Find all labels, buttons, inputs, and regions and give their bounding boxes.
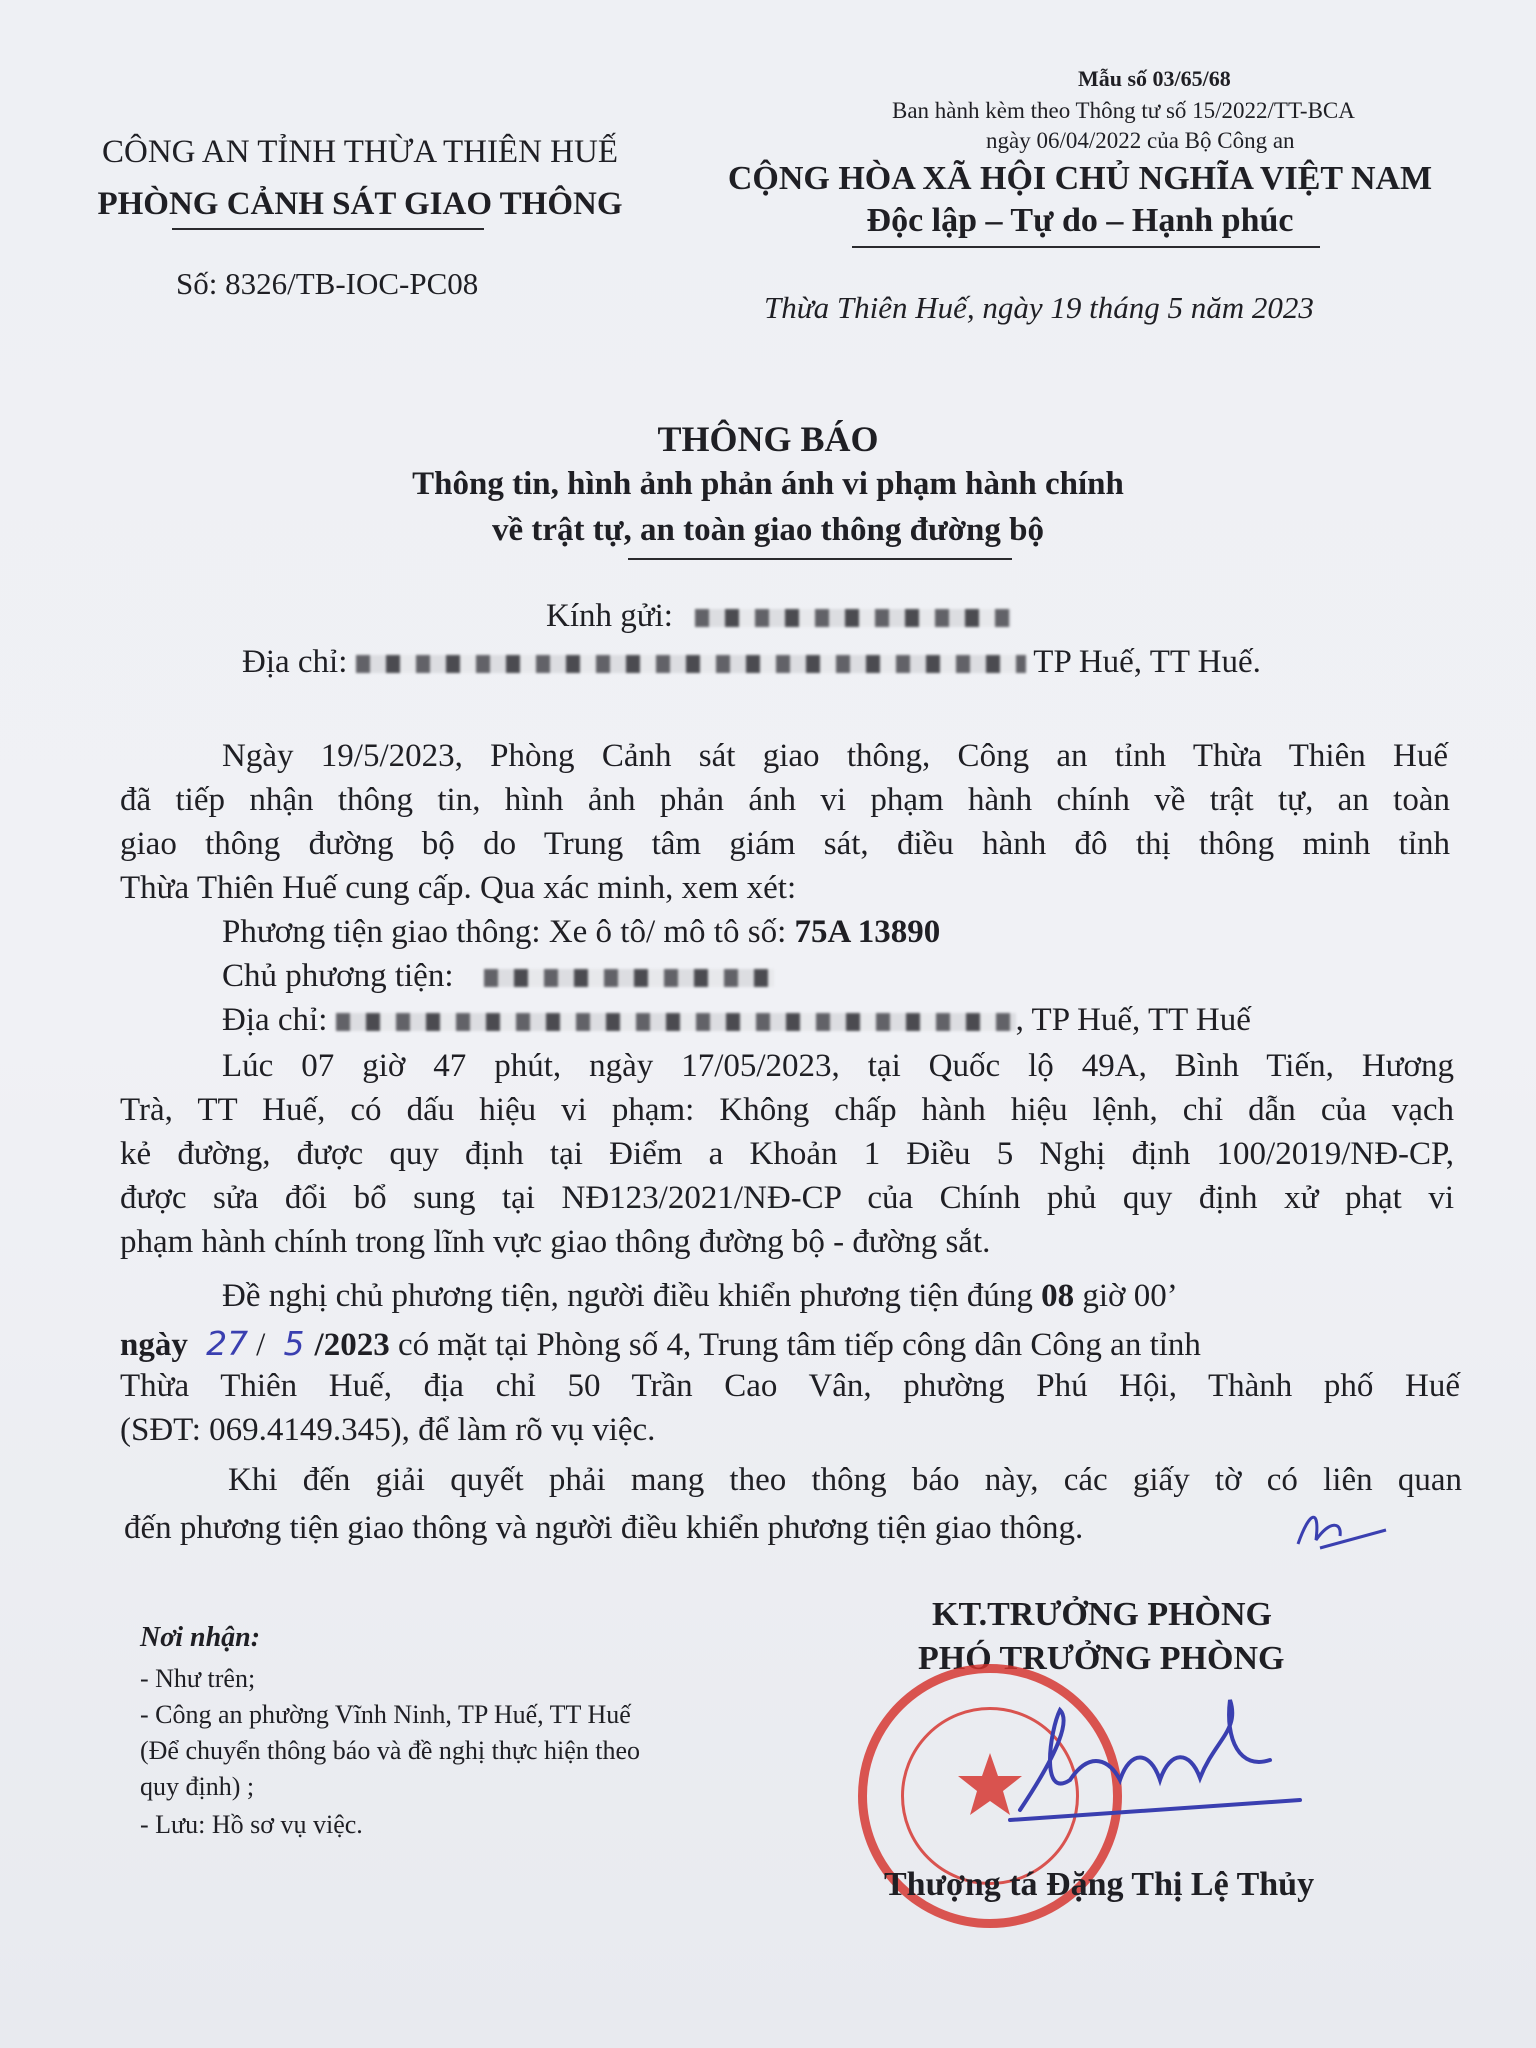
address-suffix: TP Huế, TT Huế. [1033,644,1261,680]
national-title: CỘNG HÒA XÃ HỘI CHỦ NGHĨA VIỆT NAM [727,160,1433,197]
heading-underline [628,558,1012,560]
agency-parent: CÔNG AN TỈNH THỪA THIÊN HUẾ [101,134,618,170]
signature-role-2: PHÓ TRƯỞNG PHÒNG [918,1640,1285,1677]
form-number: Mẫu số 03/65/68 [1078,66,1231,91]
redacted-owner-address [336,1013,1016,1031]
doc-title: THÔNG BÁO [657,419,879,459]
address-label: Địa chỉ: [242,644,348,680]
to-label: Kính gửi: [546,598,673,634]
place-date: Thừa Thiên Huế, ngày 19 tháng 5 năm 2023 [764,290,1314,325]
initial-mark [1290,1500,1390,1560]
vehicle-plate: 75A 13890 [794,914,941,950]
doc-subtitle-1: Thông tin, hình ảnh phản ánh vi phạm hành chính [412,466,1124,502]
agency-name: PHÒNG CẢNH SÁT GIAO THÔNG [97,186,623,222]
date-slash: / [256,1327,266,1363]
vehicle-line [222,914,940,951]
recipient-item-5: - Lưu: Hồ sơ vụ việc. [140,1810,363,1839]
redacted-owner-name [484,969,774,987]
doc-subtitle-2: về trật tự, an toàn giao thông đường bộ [491,512,1044,548]
p3-day-label: ngày [120,1327,188,1363]
p3-line-3: Thừa Thiên Huế, địa chỉ 50 Trần Cao Vân, phường Phú Hội, Thành phố Huế [120,1368,1460,1404]
p2-line-2: Trà, TT Huế, có dấu hiệu vi phạm: Không chấp hành hiệu lệnh, chỉ dẫn của vạch [120,1092,1454,1128]
handwritten-signature [1000,1690,1320,1840]
vehicle-label: Phương tiện giao thông: Xe ô tô/ mô tô số: [222,914,787,950]
p1-line-4: Thừa Thiên Huế cung cấp. Qua xác minh, xem xét: [120,870,797,906]
p2-line-4: được sửa đổi bổ sung tại NĐ123/2021/NĐ-CP của Chính phủ quy định xử phạt vi [120,1180,1454,1216]
p3-line-2-rest: có mặt tại Phòng số 4, Trung tâm tiếp công dân Công an tỉnh [397,1327,1201,1363]
recipient-line [546,598,1011,635]
redacted-recipient-name [695,609,1011,627]
p3-text-a: Đề nghị chủ phương tiện, người điều khiển phương tiện đúng [222,1278,1033,1314]
redacted-recipient-address [356,655,1026,673]
p3-line-1 [222,1278,1178,1315]
p2-line-3: kẻ đường, được quy định tại Điểm a Khoản 1 Điều 5 Nghị định 100/2019/NĐ-CP, [120,1136,1454,1172]
owner-address-label: Địa chỉ: [222,1002,328,1038]
form-issued-date: ngày 06/04/2022 của Bộ Công an [986,128,1295,153]
owner-address-suffix: , TP Huế, TT Huế [1015,1002,1251,1038]
p4-line-2: đến phương tiện giao thông và người điều khiển phương tiện giao thông. [124,1510,1084,1546]
signer-name: Thượng tá Đặng Thị Lệ Thủy [884,1866,1315,1903]
p3-year: /2023 [314,1327,390,1363]
recipient-item-4: quy định) ; [140,1772,255,1801]
p3-line-4: (SĐT: 069.4149.345), để làm rõ vụ việc. [120,1412,656,1448]
motto-underline [852,246,1320,248]
p1-line-1: Ngày 19/5/2023, Phòng Cảnh sát giao thông, Công an tỉnh Thừa Thiên Huế [222,738,1448,774]
agency-underline [172,228,484,230]
p1-line-3: giao thông đường bộ do Trung tâm giám sát, điều hành đô thị thông minh tỉnh [120,826,1450,862]
form-issued-with: Ban hành kèm theo Thông tư số 15/2022/TT-BCA [892,98,1355,123]
handwritten-month: 5 [283,1324,305,1363]
p2-line-1: Lúc 07 giờ 47 phút, ngày 17/05/2023, tại Quốc lộ 49A, Bình Tiến, Hương [222,1048,1454,1084]
recipient-item-2: - Công an phường Vĩnh Ninh, TP Huế, TT Huế [140,1700,631,1729]
p3-text-b: giờ 00’ [1082,1278,1178,1314]
p1-line-2: đã tiếp nhận thông tin, hình ảnh phản ánh vi phạm hành chính về trật tự, an toàn [120,782,1450,818]
national-motto: Độc lập – Tự do – Hạnh phúc [866,202,1294,239]
owner-address-line [222,1002,1251,1039]
handwritten-day: 27 [206,1324,249,1363]
signature-role-1: KT.TRƯỞNG PHÒNG [932,1596,1272,1633]
document-number: Số: 8326/TB-IOC-PC08 [176,266,479,301]
p4-line-1: Khi đến giải quyết phải mang theo thông báo này, các giấy tờ có liên quan [228,1462,1462,1498]
p3-line-2 [120,1324,1201,1364]
p3-time: 08 [1041,1278,1075,1314]
recipient-item-3: (Để chuyển thông báo và đề nghị thực hiện theo [140,1736,641,1765]
recipient-address-line [242,644,1261,681]
recipients-title: Nơi nhận: [140,1622,261,1653]
owner-line [222,958,774,995]
p2-line-5: phạm hành chính trong lĩnh vực giao thông đường bộ - đường sắt. [120,1224,991,1260]
owner-label: Chủ phương tiện: [222,958,454,994]
recipient-item-1: - Như trên; [140,1664,256,1693]
